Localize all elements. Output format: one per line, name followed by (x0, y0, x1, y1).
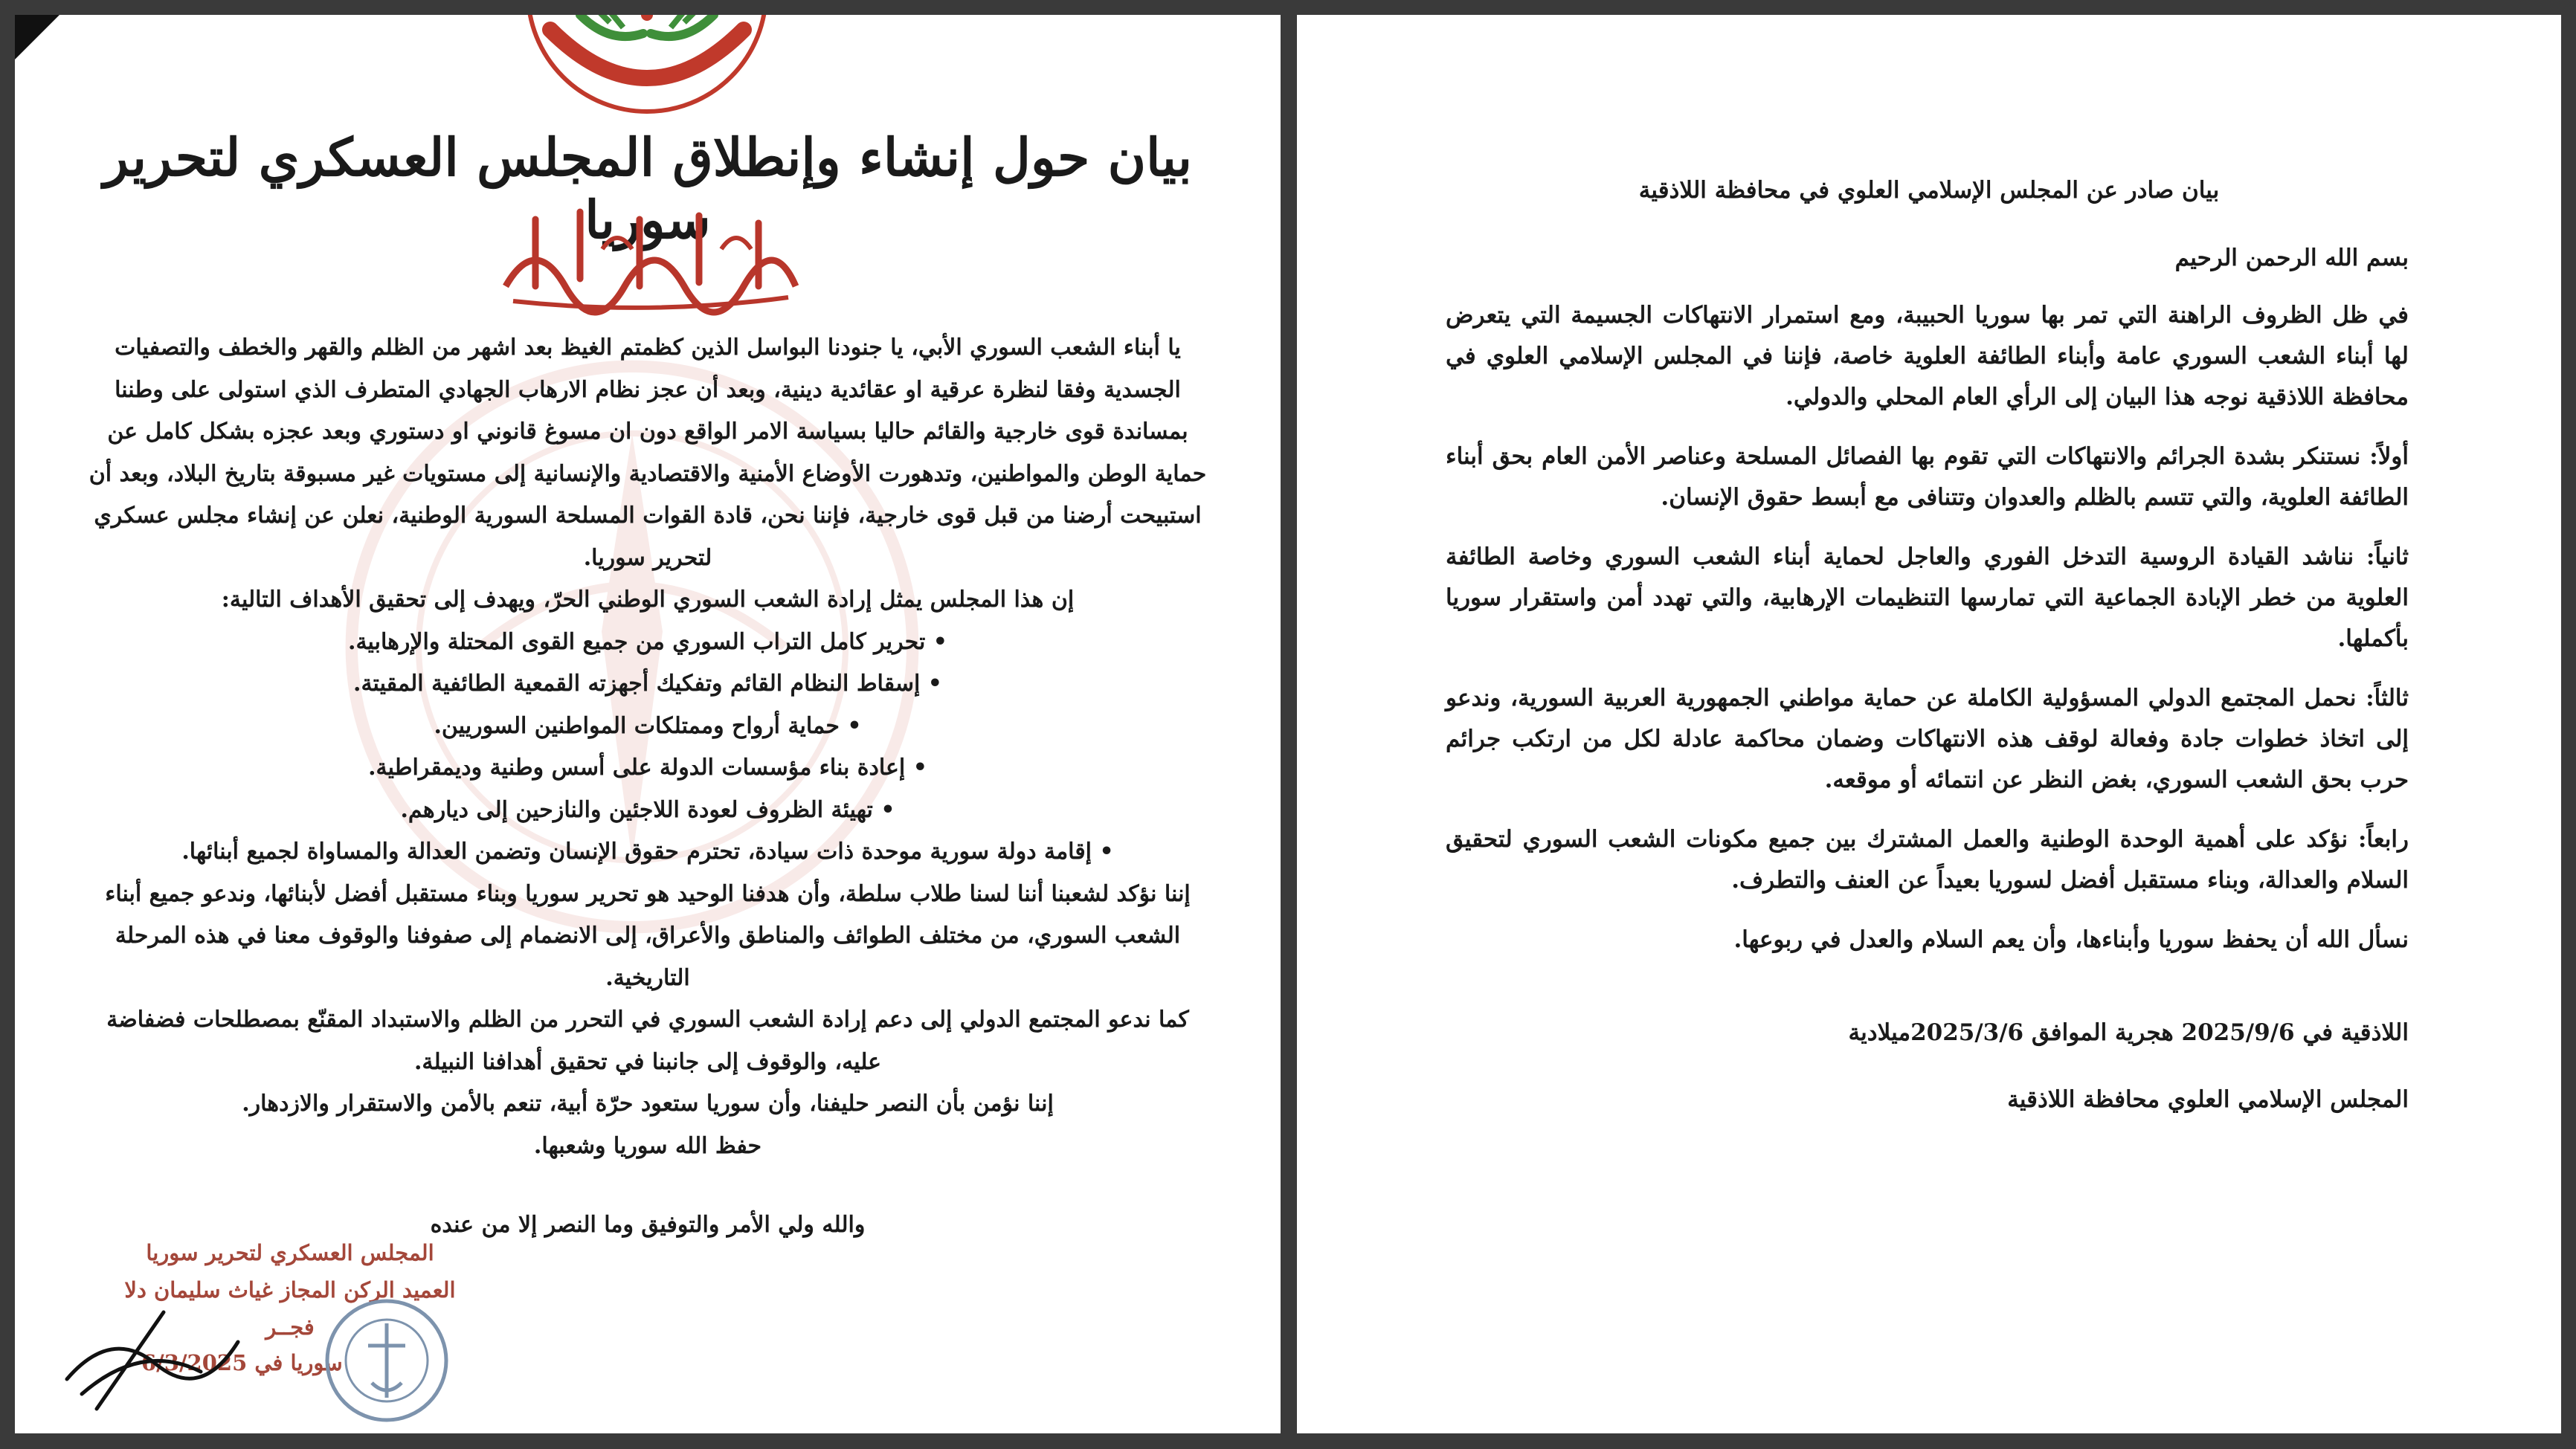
paragraph: رابعاً: نؤكد على أهمية الوحدة الوطنية والعمل المشترك بين جميع مكونات الشعب السوري لتحقيق السلام والعدالة، وبناء مستقبل أفضل لسوريا بعيداً عن العنف والتطرف. (1446, 826, 2409, 894)
document-title: بيان صادر عن المجلس الإسلامي العلوي في محافظة اللاذقية (1638, 177, 2220, 204)
basmala-line: بسم الله الرحمن الرحيم (2174, 245, 2409, 271)
signer-alias: فجــر (265, 1314, 315, 1340)
signer-line: المجلس الإسلامي العلوي محافظة اللاذقية (2007, 1086, 2409, 1113)
right-document-page (1297, 15, 2561, 1433)
dateline: اللاذقية في 2025/9/6 هجرية الموافق 2025/3/6ميلادية (1848, 1019, 2409, 1046)
corner-mark (15, 15, 59, 59)
list-item: • إقامة دولة سورية موحدة ذات سيادة، تحترم حقوق الإنسان وتضمن العدالة والمساواة لجميع أبنائها. (82, 831, 1214, 874)
signer-org: المجلس العسكري لتحرير سوريا (146, 1240, 434, 1265)
paragraph: ثانياً: نناشد القيادة الروسية التدخل الفوري والعاجل لحماية أبناء الشعب السوري وخاصة الطائفة العلوية من خطر الإبادة الجماعية التي تمارسها التنظيمات الإرهابية، والتي تهدد أمن واستقرار سوريا بأكملها. (1446, 543, 2409, 652)
date-prefix: سوريا في (254, 1350, 343, 1375)
paragraph: ثالثاً: نحمل المجتمع الدولي المسؤولية الكاملة عن حماية مواطني الجمهورية العربية السورية، وندعو إلى اتخاذ خطوات جادة وفعالة لوقف هذه الانتهاكات وضمان محاكمة عادلة لكل من ارتكب جرائم حرب بحق الشعب السوري، بغض النظر عن انتمائه أو موقعه. (1446, 685, 2409, 793)
intro-paragraph: يا أبناء الشعب السوري الأبي، يا جنودنا البواسل الذين كظمتم الغيظ بعد اشهر من الظلم والقهر والخطف والتصفيات الجسدية وفقا لنظرة عرقية او عقائدية دينية، وبعد أن عجز نظام الارهاب الجهادي المتطرف الذي استولى على وطننا بمساندة قوى خارجية والقائم حاليا بسياسة الامر الواقع دون ان مسوغ قانوني او دستوري وبعد عجزه بشكل كامل عن حماية الوطن والمواطنين، وتدهورت الأوضاع الأمنية والاقتصادية والإنسانية إلى مستويات غير مسبوقة بتاريخ البلاد، وبعد أن استبيحت أرضنا من قبل قوى خارجية، فإننا نحن، قادة القوات المسلحة السورية الوطنية، نعلن عن إنشاء مجلس عسكري لتحرير سوريا. (88, 335, 1207, 571)
goals-intro: إن هذا المجلس يمثل إرادة الشعب السوري الوطني الحرّ، ويهدف إلى تحقيق الأهداف التالية: (221, 587, 1075, 613)
basmala-calligraphy-icon (491, 204, 811, 316)
paragraph: في ظل الظروف الراهنة التي تمر بها سوريا الحبيبة، ومع استمرار الانتهاكات الجسيمة التي يتعرض لها أبناء الشعب السوري عامة وأبناء الطائفة العلوية خاصة، فإننا في المجلس الإسلامي العلوي في محافظة اللاذقية نوجه هذا البيان إلى الرأي العام المحلي والدولي. (1446, 302, 2409, 410)
handwritten-signature-icon (52, 1297, 248, 1416)
paragraph: إننا نؤمن بأن النصر حليفنا، وأن سوريا ستعود حرّة أبية، تنعم بالأمن والاستقرار والازدهار. (242, 1091, 1054, 1117)
signature-date: 6/3/2025 (141, 1350, 248, 1375)
list-item: • تحرير كامل التراب السوري من جميع القوى المحتلة والإرهابية. (82, 622, 1214, 664)
official-stamp-icon (312, 1294, 461, 1427)
paragraph: أولاً: نستنكر بشدة الجرائم والانتهاكات التي تقوم بها الفصائل المسلحة وعناصر الأمن العام بحق أبناء الطائفة العلوية، والتي تتسم بالظلم والعدوان وتتنافى مع أبسط حقوق الإنسان. (1446, 443, 2409, 511)
list-item: • إسقاط النظام القائم وتفكيك أجهزته القمعية الطائفية المقيتة. (82, 663, 1214, 706)
paragraph: إننا نؤكد لشعبنا أننا لسنا طلاب سلطة، وأن هدفنا الوحيد هو تحرير سوريا وبناء مستقبل أفضل لأبنائها، وندعو جميع أبناء الشعب السوري، من مختلف الطوائف والمناطق والأعراق، إلى الانضمام إلى صفوفنا والوقوف معنا في هذه المرحلة التاريخية. (105, 880, 1191, 991)
statement-body (1446, 238, 2409, 1139)
statement-body (82, 327, 1214, 1247)
left-document-page (15, 15, 1281, 1433)
paragraph: حفظ الله سوريا وشعبها. (533, 1132, 762, 1159)
signer-name: العميد الركن المجاز غياث سليمان دلا (124, 1277, 456, 1303)
closing-line: والله ولي الأمر والتوفيق وما النصر إلا من عنده (430, 1212, 866, 1238)
paragraph: كما ندعو المجتمع الدولي إلى دعم إرادة الشعب السوري في التحرر من الظلم والاستبداد المقنّع بمصطلحات فضفاضة عليه، والوقوف إلى جانبنا في تحقيق أهدافنا النبيلة. (106, 1007, 1189, 1075)
list-item: • حماية أرواح وممتلكات المواطنين السوريين. (82, 706, 1214, 748)
paragraph: نسأل الله أن يحفظ سوريا وأبناءها، وأن يعم السلام والعدل في ربوعها. (1733, 926, 2409, 953)
document-title: بيان حول إنشاء وإنطلاق المجلس العسكري لتحرير سوريا (103, 126, 1192, 251)
military-council-seal-icon (521, 15, 773, 126)
list-item: • تهيئة الظروف لعودة اللاجئين والنازحين إلى ديارهم. (82, 790, 1214, 832)
goals-list (82, 622, 1214, 874)
list-item: • إعادة بناء مؤسسات الدولة على أسس وطنية وديمقراطية. (82, 747, 1214, 790)
